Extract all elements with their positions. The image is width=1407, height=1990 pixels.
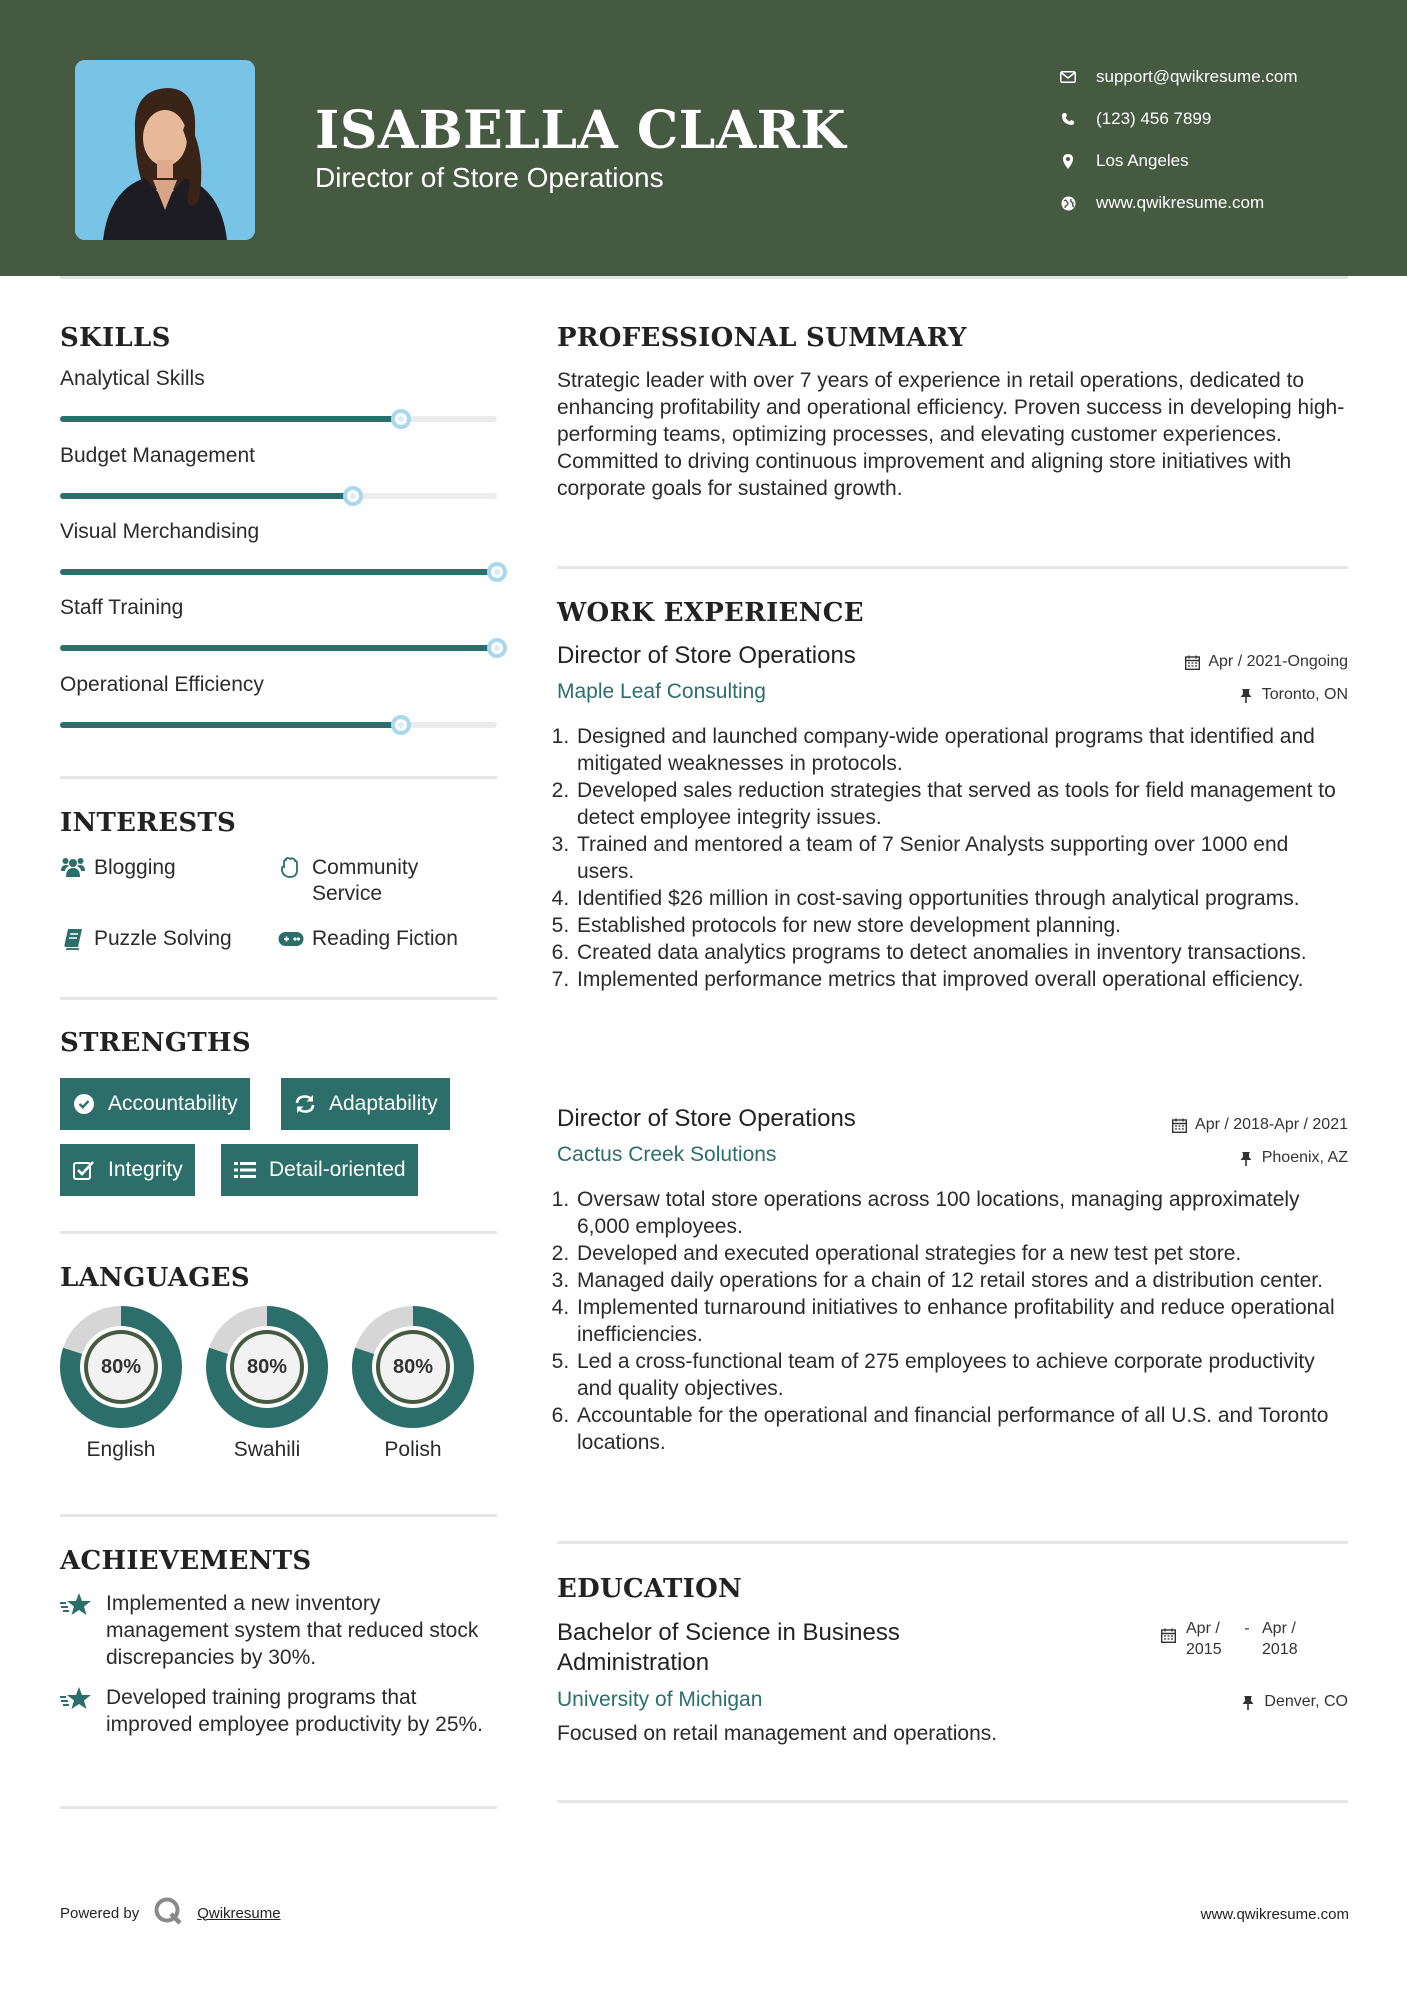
footer-site-link[interactable]: www.qwikresume.com xyxy=(1200,1906,1349,1923)
strength-badge xyxy=(281,1078,450,1130)
job-dates xyxy=(1182,652,1348,672)
languages-title: LANGUAGES xyxy=(60,1263,250,1293)
contact-phone[interactable] xyxy=(1050,98,1380,140)
company-name: Cactus Creek Solutions xyxy=(557,1143,777,1166)
summary-text: Strategic leader with over 7 years of experience in retail operations, dedicated to enhancing profitability and operational efficiency. Proven success in developing high-performing teams, optimizing processes, and elevating customer experiences. Committed to driving continuous improvement and aligning store initiatives with corporate goals for sustained growth. xyxy=(557,369,1345,500)
contact-location xyxy=(1050,140,1380,182)
section-divider xyxy=(557,1541,1348,1544)
skill-budget xyxy=(60,444,497,468)
degree-title: Bachelor of Science in Business Administration xyxy=(557,1619,900,1676)
education-end: Apr / 2018 xyxy=(1262,1620,1298,1658)
skill-bar-fill xyxy=(60,645,497,651)
language-percent: 80% xyxy=(234,1334,300,1400)
skill-bar-fill xyxy=(60,416,401,422)
interest-item xyxy=(60,855,176,881)
job-bullet: 4. Identified $26 million in cost-saving opportunities through analytical programs. xyxy=(575,885,1348,912)
job-bullet: 3. Managed daily operations for a chain of 12 retail stores and a distribution center. xyxy=(575,1267,1348,1294)
education-location xyxy=(1238,1692,1348,1712)
job-bullet: 2. Developed sales reduction strategies that served as tools for field management to detect employee integrity issues. xyxy=(575,777,1348,831)
skill-bar-fill xyxy=(60,722,401,728)
section-divider xyxy=(60,997,497,1000)
skill-label: Analytical Skills xyxy=(60,367,205,390)
gamepad-icon xyxy=(278,926,304,952)
skill-bar-knob xyxy=(391,715,411,735)
section-divider xyxy=(60,776,497,779)
brand-link[interactable]: Qwikresume xyxy=(197,1904,281,1922)
job-bullet: 5. Established protocols for new store development planning. xyxy=(575,912,1348,939)
job-title: Director of Store Operations xyxy=(557,642,856,669)
calendar-icon xyxy=(1161,1628,1176,1648)
powered-by-label: Powered by xyxy=(60,1904,140,1922)
job-dates xyxy=(1169,1115,1348,1135)
job-title: Director of Store Operations xyxy=(557,1105,856,1132)
language-item xyxy=(352,1306,474,1462)
language-ring xyxy=(60,1306,182,1428)
contact-email-text: support@qwikresume.com xyxy=(1096,67,1298,86)
job-bullet: 4. Implemented turnaround initiatives to enhance profitability and reduce operational inefficiencies. xyxy=(575,1294,1348,1348)
interest-label: Puzzle Solving xyxy=(94,927,232,950)
skill-label: Budget Management xyxy=(60,444,255,467)
strength-badge xyxy=(221,1144,418,1196)
job-bullet: 6. Created data analytics programs to detect anomalies in inventory transactions. xyxy=(575,939,1348,966)
check-circle-icon xyxy=(72,1092,96,1116)
job-location xyxy=(1236,1148,1348,1168)
section-divider xyxy=(60,1231,497,1234)
job-entry xyxy=(557,642,1348,1072)
interest-label: Community Service xyxy=(312,856,419,905)
job-bullet: 1. Oversaw total store operations across 100 locations, managing approximately 6,000 employees. xyxy=(575,1186,1348,1240)
language-item xyxy=(206,1306,328,1462)
qwikresume-logo-icon xyxy=(153,1896,183,1930)
language-name: Swahili xyxy=(233,1438,301,1461)
skill-bar xyxy=(60,569,497,575)
phone-icon xyxy=(1050,112,1086,126)
contact-phone-text: (123) 456 7899 xyxy=(1096,109,1212,128)
language-ring xyxy=(352,1306,474,1428)
section-divider xyxy=(557,1800,1348,1803)
interest-label: Reading Fiction xyxy=(312,927,458,950)
education-location-text: Denver, CO xyxy=(1264,1693,1348,1710)
contact-website-text: www.qwikresume.com xyxy=(1096,193,1265,212)
star-icon xyxy=(60,1686,94,1738)
skill-bar xyxy=(60,416,497,422)
map-pin-icon xyxy=(1050,154,1086,169)
job-bullet: 3. Trained and mentored a team of 7 Senior Analysts supporting over 1000 end users. xyxy=(575,831,1348,885)
achievements-title: ACHIEVEMENTS xyxy=(60,1546,312,1576)
skill-label: Visual Merchandising xyxy=(60,520,260,543)
calendar-icon xyxy=(1182,652,1202,672)
globe-icon xyxy=(1050,196,1086,211)
footer-powered-by xyxy=(60,1896,281,1930)
pushpin-icon xyxy=(1236,685,1256,705)
pushpin-icon xyxy=(1236,1148,1256,1168)
strength-label: Accountability xyxy=(108,1092,238,1115)
job-location-text: Phoenix, AZ xyxy=(1261,1149,1348,1166)
contact-email[interactable] xyxy=(1050,56,1380,98)
strength-badge xyxy=(60,1078,250,1130)
education-entry xyxy=(557,1618,1348,1758)
job-dates-text: Apr / 2018-Apr / 2021 xyxy=(1195,1116,1348,1133)
experience-title: WORK EXPERIENCE xyxy=(557,598,864,628)
date-separator: - xyxy=(1244,1620,1250,1637)
language-ring xyxy=(206,1306,328,1428)
contact-list xyxy=(1050,56,1380,224)
skill-bar-fill xyxy=(60,569,497,575)
envelope-icon xyxy=(1050,71,1086,83)
refresh-icon xyxy=(293,1092,317,1116)
strength-badge xyxy=(60,1144,195,1196)
education-title: EDUCATION xyxy=(557,1574,743,1604)
skills-title: SKILLS xyxy=(60,323,171,353)
summary-title: PROFESSIONAL SUMMARY xyxy=(557,323,967,353)
candidate-role: Director of Store Operations xyxy=(315,162,664,193)
education-dates xyxy=(1161,1618,1308,1660)
star-icon xyxy=(60,1592,94,1671)
skill-bar xyxy=(60,722,497,728)
contact-website[interactable] xyxy=(1050,182,1380,224)
skill-label: Staff Training xyxy=(60,596,184,619)
job-dates-text: Apr / 2021-Ongoing xyxy=(1208,653,1348,670)
job-entry xyxy=(557,1105,1348,1495)
skill-bar-knob xyxy=(487,562,507,582)
education-note: Focused on retail management and operations. xyxy=(557,1722,998,1745)
interests-title: INTERESTS xyxy=(60,808,237,838)
strength-label: Adaptability xyxy=(329,1092,438,1115)
interest-label: Blogging xyxy=(94,856,176,879)
language-item xyxy=(60,1306,182,1462)
achievement-text: Implemented a new inventory management system that reduced stock discrepancies by 30%. xyxy=(106,1592,479,1669)
language-name: English xyxy=(86,1438,156,1461)
strength-label: Detail-oriented xyxy=(269,1158,406,1181)
checkbox-icon xyxy=(72,1158,96,1182)
section-divider xyxy=(60,1514,497,1517)
achievement-item xyxy=(60,1590,497,1671)
strength-label: Integrity xyxy=(108,1158,183,1181)
hand-icon xyxy=(278,855,304,881)
section-divider xyxy=(60,1806,497,1809)
job-bullet: 5. Led a cross-functional team of 275 employees to achieve corporate productivity and quality objectives. xyxy=(575,1348,1348,1402)
header-divider xyxy=(60,276,1348,279)
candidate-name: ISABELLA CLARK xyxy=(315,100,847,161)
interest-item xyxy=(60,926,232,952)
achievement-text: Developed training programs that improved employee productivity by 25%. xyxy=(106,1686,484,1736)
job-bullets xyxy=(557,1186,1348,1456)
skill-analytical xyxy=(60,367,497,391)
job-location xyxy=(1236,685,1348,705)
skill-bar-knob xyxy=(343,486,363,506)
language-name: Polish xyxy=(384,1438,442,1461)
company-name: Maple Leaf Consulting xyxy=(557,680,766,703)
skill-operational-efficiency xyxy=(60,673,497,697)
skill-bar-fill xyxy=(60,493,353,499)
job-bullet: 1. Designed and launched company-wide operational programs that identified and mitigated weaknesses in protocols. xyxy=(575,723,1348,777)
education-start: Apr / 2015 xyxy=(1186,1620,1222,1658)
job-bullet: 7. Implemented performance metrics that improved overall operational efficiency. xyxy=(575,966,1348,993)
language-percent: 80% xyxy=(88,1334,154,1400)
strengths-title: STRENGTHS xyxy=(60,1028,251,1058)
job-location-text: Toronto, ON xyxy=(1261,686,1348,703)
skill-visual-merchandising xyxy=(60,520,497,544)
language-percent: 80% xyxy=(380,1334,446,1400)
skill-bar-knob xyxy=(487,638,507,658)
skill-staff-training xyxy=(60,596,497,620)
interest-item xyxy=(278,926,458,952)
skill-bar xyxy=(60,645,497,651)
header xyxy=(0,0,1407,276)
calendar-icon xyxy=(1169,1115,1189,1135)
profile-photo xyxy=(75,60,255,240)
job-bullet: 2. Developed and executed operational strategies for a new test pet store. xyxy=(575,1240,1348,1267)
school-name: University of Michigan xyxy=(557,1688,763,1711)
pushpin-icon xyxy=(1238,1692,1258,1712)
skill-bar xyxy=(60,493,497,499)
job-bullets xyxy=(557,723,1348,993)
skill-label: Operational Efficiency xyxy=(60,673,264,696)
job-bullet: 6. Accountable for the operational and financial performance of all U.S. and Toronto locations. xyxy=(575,1402,1348,1456)
skill-bar-knob xyxy=(391,409,411,429)
book-icon xyxy=(60,926,86,952)
contact-location-text: Los Angeles xyxy=(1096,151,1189,170)
users-icon xyxy=(60,855,86,881)
section-divider xyxy=(557,566,1348,569)
interest-item xyxy=(278,855,418,907)
achievement-item xyxy=(60,1684,497,1738)
list-icon xyxy=(233,1158,257,1182)
